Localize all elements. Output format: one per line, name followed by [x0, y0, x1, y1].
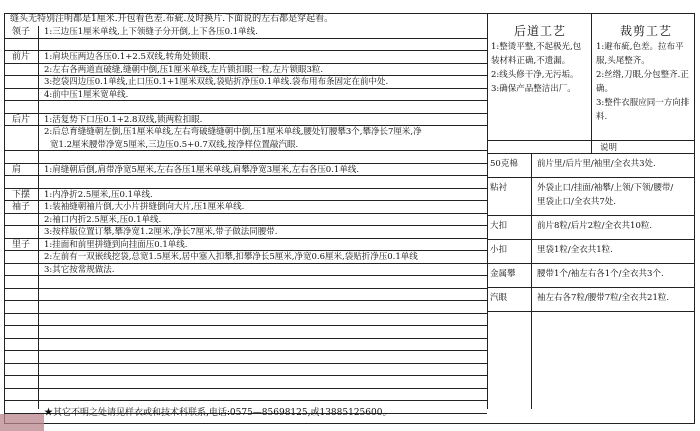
process-label: 里子 — [12, 239, 31, 250]
notes-label: 粘衬 — [490, 183, 508, 193]
notes-text: 里袋1粒/全衣共1粒. — [537, 245, 613, 255]
process-label: 前片 — [12, 52, 31, 62]
process-text: 2:后总育缝缝朝左倒,压1厘米单线,左右弯破缝缝朝中倒,压1厘米单线,腰处钉腰攀3个,攀净长7厘米,净 — [44, 127, 422, 137]
blank-row — [4, 351, 487, 364]
blank-row — [4, 389, 487, 402]
process-label — [4, 226, 38, 238]
cutting-title: 裁剪工艺 — [620, 24, 673, 38]
process-text: 2:左右各两道直破缝,缝朝中倒,压1厘米单线,左片锁扣眼一粒,左片锁眼3粒. — [44, 64, 324, 75]
process-label — [4, 89, 38, 101]
process-text: 宽1.2厘米腰带净宽5厘米,三边压0.5+0.7双线,按净样位置敲汽眼. — [50, 139, 299, 150]
process-row — [4, 201, 487, 214]
process-text: 2:左前有一双嵌线挖袋,总宽1.5厘米,居中塞入扣攀,扣攀净长5厘米,净宽0.6厘米,袋贴折净压0.1单线 — [44, 252, 418, 262]
process-row — [4, 101, 487, 114]
process-row — [4, 164, 487, 177]
divider — [487, 239, 695, 240]
divider — [487, 13, 488, 409]
process-row — [4, 26, 487, 39]
process-label — [4, 39, 38, 51]
divider — [487, 177, 695, 178]
divider — [487, 215, 695, 216]
notes-label: 汽眼 — [490, 293, 508, 303]
process-label — [4, 64, 38, 76]
process-label: 袖子 — [12, 202, 31, 212]
process-text: 3:挖袋四边压0.1单线,止口压0.1+1厘米双线,袋贴折净压0.1单线.袋布用布条固定在前中处. — [44, 77, 389, 87]
watermark-stamp — [0, 414, 44, 431]
cutting-body — [596, 40, 692, 124]
divider — [591, 13, 592, 153]
notes-label: 小扣 — [490, 245, 508, 255]
process-row — [4, 151, 487, 164]
process-note-line: 3:整件衣服应同一方向排料. — [596, 98, 690, 122]
process-note-line: 1:整烫平整,不起极光,包装材料正确,不遗漏。 — [491, 42, 582, 66]
blank-row — [4, 276, 487, 289]
process-label — [4, 76, 38, 88]
process-label: 后片 — [12, 114, 31, 125]
process-note-line: 2:线头修干净,无污垢。 — [491, 70, 579, 80]
process-label — [4, 214, 38, 226]
divider — [487, 311, 695, 312]
process-note-line: 2:丝绺,刀眼,分包整齐.正确。 — [596, 70, 689, 94]
divider — [487, 287, 695, 288]
process-text: 2:袖口内折2.5厘米,压0.1单线. — [44, 214, 162, 225]
process-note-line: 1:避布疵,色差。拉布平服,头尾整齐。 — [596, 42, 684, 66]
process-text: 1:肩块压两边各压0.1+2.5双线,转角处锁眼. — [44, 52, 211, 62]
notes-label: 大扣 — [490, 221, 508, 231]
process-label — [4, 151, 38, 163]
notes-label: 50克棉 — [490, 159, 518, 169]
process-row — [4, 76, 487, 89]
process-row — [4, 239, 487, 252]
process-text: 1:挂面和前里拼缝到向挂面压0.1单线. — [44, 239, 188, 250]
process-row — [4, 89, 487, 102]
process-row — [4, 264, 487, 277]
notes-text: 外袋止口/挂面/袖攀/上领/下领/腰带/ — [537, 183, 674, 193]
blank-row — [4, 289, 487, 302]
process-text: 4:前中压1厘米宽单线. — [44, 89, 129, 100]
blank-row — [4, 326, 487, 339]
process-text: 1:活复势下口压0.1+2.8双线,锁两粒扣眼. — [44, 114, 203, 125]
process-label: 下摆 — [12, 189, 31, 200]
divider — [487, 140, 695, 141]
process-row — [4, 51, 487, 64]
notes-text: 前片8粒/后片2粒/全衣共10粒. — [537, 221, 653, 231]
notes-text: 袖左右各7粒/腰带7粒/全衣共21粒. — [537, 293, 670, 303]
process-row — [4, 226, 487, 239]
process-row — [4, 126, 487, 151]
footer-note: ★其它不明之处请见样衣或和技术科联系,电话:0575—85698125,或13885125600。 — [44, 408, 392, 418]
process-text: 1:肩缝朝后倒,肩带净宽5厘米,左右各压1厘米单线,肩攀净宽3厘米,左右各压0.1单线. — [44, 164, 360, 175]
notes-text: 腰带1个/袖左右各1个/全衣共3个. — [537, 269, 664, 279]
header-note: 缝头无特别注明都是1厘米.开包看色差.布疵.及时换片.下面说的左右都是穿起看。 — [10, 14, 334, 24]
process-row — [4, 189, 487, 202]
blank-row — [4, 314, 487, 327]
process-label — [4, 126, 38, 150]
notes-label: 金属攀 — [490, 269, 516, 279]
process-text: 3:按样版位置订攀,攀净宽1.2厘米,净长7厘米,带子做法同腰带. — [44, 227, 278, 237]
process-label — [4, 251, 38, 263]
notes-header: 说明 — [600, 143, 618, 153]
blank-row — [4, 339, 487, 352]
notes-text: 前片里/后片里/袖里/全衣共3处. — [537, 159, 656, 169]
process-label — [4, 101, 38, 113]
divider — [531, 153, 532, 409]
divider — [38, 26, 39, 409]
process-text: 1:装袖缝朝袖片倒,大小片拼缝倒向大片,压1厘米单线. — [44, 202, 245, 212]
process-text: 1:三边压1厘米单线,上下领缝子分开倒,上下各压0.1单线. — [44, 27, 258, 37]
process-row — [4, 251, 487, 264]
process-label — [4, 176, 38, 188]
divider — [487, 263, 695, 264]
blank-row — [4, 376, 487, 389]
process-text: 3:其它按常规做法. — [44, 264, 115, 275]
process-label — [4, 264, 38, 276]
process-label: 领子 — [12, 27, 31, 37]
process-row — [4, 64, 487, 77]
divider — [487, 153, 695, 154]
process-row — [4, 176, 487, 189]
process-row — [4, 114, 487, 127]
process-row — [4, 214, 487, 227]
process-text: 1:内净折2.5厘米,压0.1单线. — [44, 189, 153, 200]
finishing-title: 后道工艺 — [514, 24, 567, 38]
finishing-body — [491, 40, 589, 96]
notes-text: 里袋止口/全衣共7处. — [537, 197, 616, 207]
process-note-line: 3:确保产品整洁出厂。 — [491, 84, 576, 94]
process-row — [4, 39, 487, 52]
blank-row — [4, 301, 487, 314]
process-label: 肩 — [12, 164, 22, 175]
blank-row — [4, 364, 487, 377]
